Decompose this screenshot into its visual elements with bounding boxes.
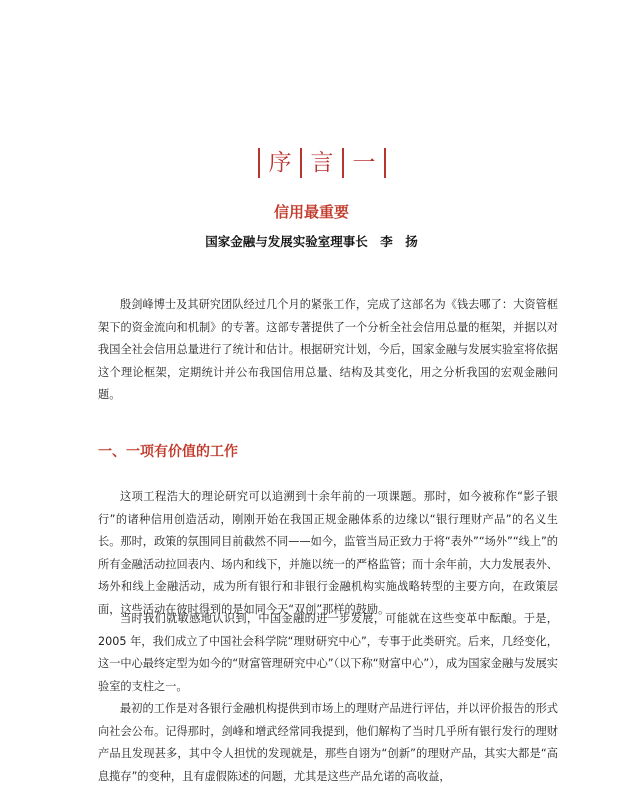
chapter-title-char: 一 <box>352 150 376 176</box>
body-paragraph: 最初的工作是对各银行金融机构提供到市场上的理财产品进行评估，并以评价报告的形式向社会公布。记得那时，剑峰和增武经常同我提到，他们解构了当时几乎所有银行发行的理财产品且发现甚多，其中令人担忧的发现就是，那些自诩为“创新”的理财产品，其实大都是“高息揽存”的变种，且有虚假陈述的问题，尤其是这些产品允诺的高收益， <box>98 702 558 783</box>
body-paragraph: 这项工程浩大的理论研究可以追溯到十余年前的一项课题。那时，如今被称作“影子银行”的诸种信用创造活动，刚刚开始在我国正规金融体系的边缘以“银行理财产品”的名义生长。那时，政策的氛围同目前截然不同——如今，监管当局正致力于将“表外”“场外”“线上”的所有金融活动拉回表内、场内和线下，并施以统一的严格监管；而十余年前，大力发展表外、场外和线上金融活动，成为所有银行和非银行金融机构实施战略转型的主要方向，在政策层面，这些活动在彼时得到的是如同今天“双创”那样的鼓励。 <box>98 490 558 616</box>
chapter-title-char: 序 <box>268 150 292 176</box>
title-divider <box>384 148 386 178</box>
chapter-title-char: 言 <box>310 150 334 176</box>
body-paragraph: 当时我们就敏感地认识到，中国金融的进一步发展，可能就在这些变革中酝酿。于是，2005 年，我们成立了中国社会科学院“理财研究中心”，专事于此类研究。后来，几经变化，这一中心最终定型为如今的“财富管理研究中心”（以下称“财富中心”），成为国家金融与发展实验室的支柱之一。 <box>98 612 558 693</box>
preface-subtitle: 信用最重要 <box>273 203 349 221</box>
body-paragraph: 殷剑峰博士及其研究团队经过几个月的紧张工作，完成了这部名为《钱去哪了：大资管框架下的资金流向和机制》的专著。这部专著提供了一个分析全社会信用总量的框架，并据以对我国全社会信用总量进行了统计和估计。根据研究计划，今后，国家金融与发展实验室将依据这个理论框架，定期统计并公布我国信用总量、结构及其变化，用之分析我国的宏观金融问题。 <box>98 298 558 401</box>
section-heading: 一、一项有价值的工作 <box>98 444 238 460</box>
chapter-title <box>258 148 386 178</box>
author-line: 国家金融与发展实验室理事长 李 扬 <box>205 234 418 249</box>
